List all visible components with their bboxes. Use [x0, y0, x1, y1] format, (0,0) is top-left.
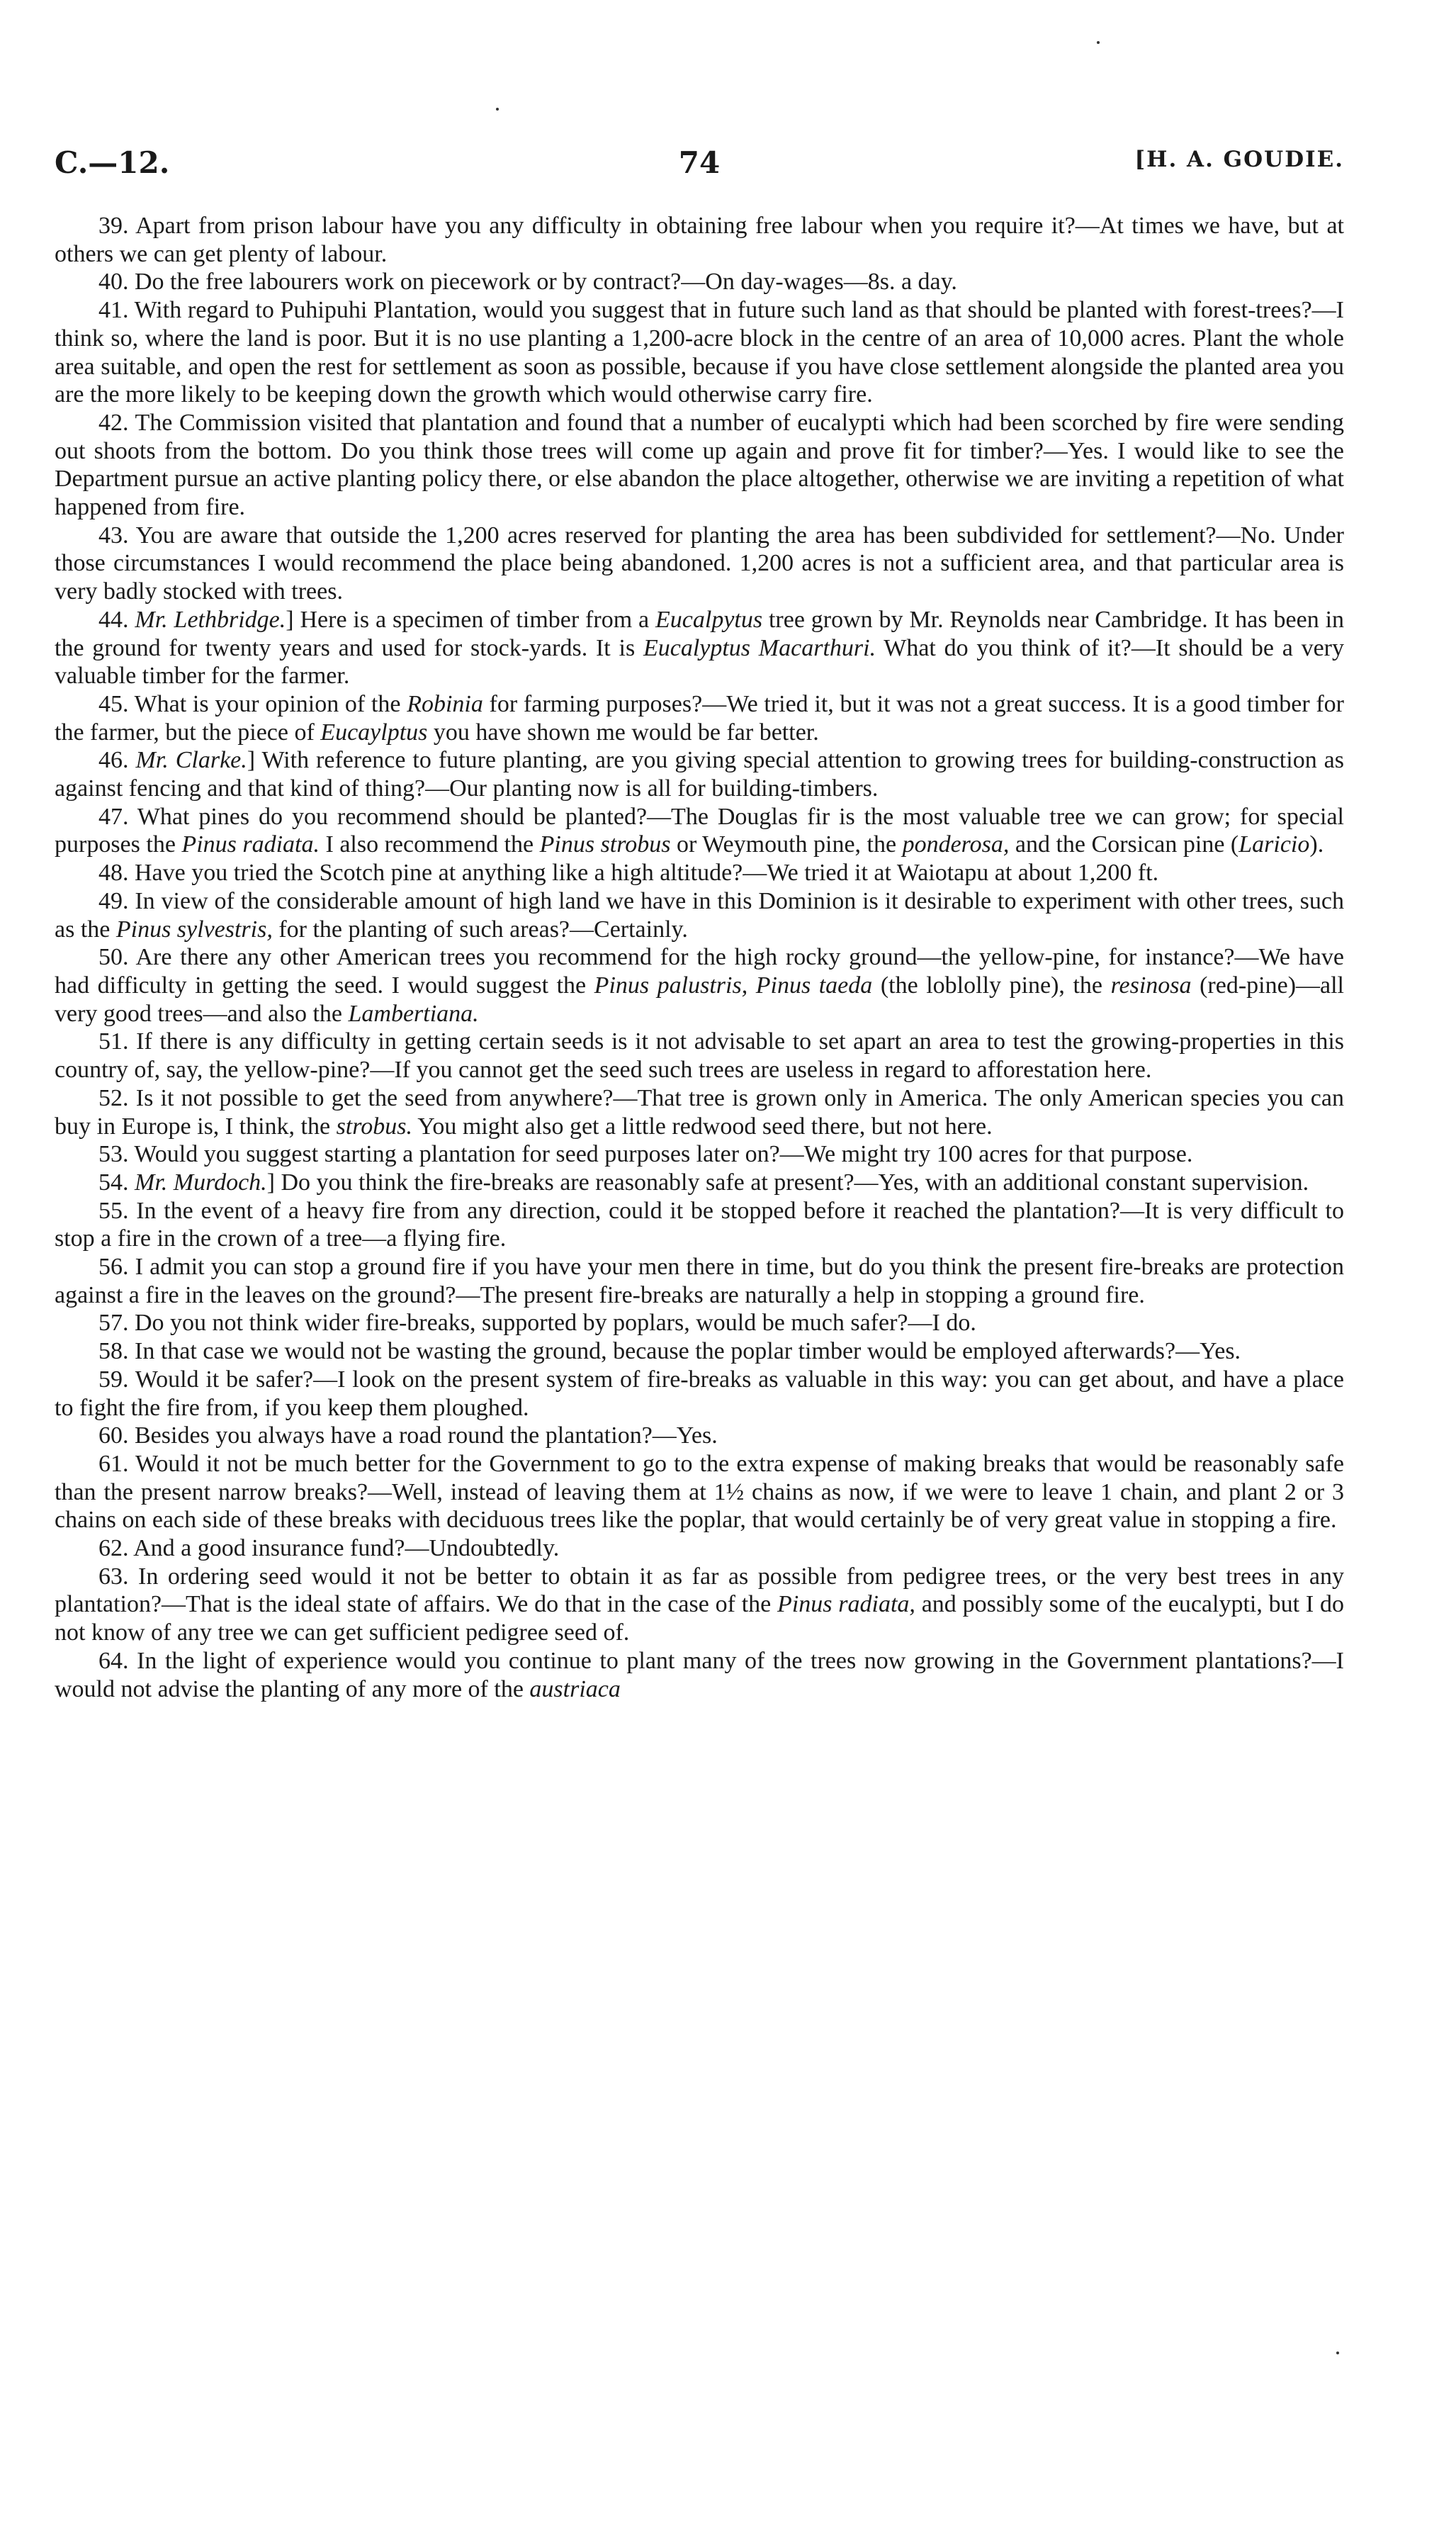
print-speck [496, 108, 499, 111]
print-speck [1336, 2352, 1339, 2354]
question-paragraph: 59. Would it be safer?—I look on the present system of fire-breaks as valuable in this way: you can get about, and have a place to fight the fire from, if you keep them ploughed. [55, 1366, 1344, 1421]
question-paragraph: 54. Mr. Murdoch.] Do you think the fire-breaks are reasonably safe at present?—Yes, with an additional constant supervision. [98, 1169, 1309, 1196]
question-paragraph: 50. Are there any other American trees you recommend for the high rocky ground—the yellow-pine, for instance?—We have had difficulty in getting the seed. I would suggest the Pinus palustris, Pinus taeda (the loblolly pine), the resinosa (red-pine)—all very good trees—and also the Lambertiana. [55, 944, 1344, 1027]
question-paragraph: 46. Mr. Clarke.] With reference to future planting, are you giving special attention to growing trees for building-construction as against fencing and that kind of thing?—Our planting now is all for building-timbers. [55, 747, 1344, 802]
testimony-text [55, 212, 1344, 1703]
question-paragraph: 51. If there is any difficulty in getting certain seeds is it not advisable to set apart an area to test the growing-properties in this country of, say, the yellow-pine?—If you cannot get the seed such trees are useless in regard to afforestation here. [55, 1028, 1344, 1084]
question-paragraph: 47. What pines do you recommend should be planted?—The Douglas fir is the most valuable tree we can grow; for special purposes the Pinus radiata. I also recommend the Pinus strobus or Weymouth pine, the ponderosa, and the Corsican pine (Laricio). [55, 803, 1344, 858]
question-paragraph: 45. What is your opinion of the Robinia for farming purposes?—We tried it, but it was not a great success. It is a good timber for the farmer, but the piece of Eucaylptus you have shown me would be far better. [55, 690, 1345, 746]
question-paragraph: 61. Would it not be much better for the Government to go to the extra expense of making breaks that would be reasonably safe than the present narrow breaks?—Well, instead of leaving them at 1½ chains as now, if we were to leave 1 chain, and plant 2 or 3 chains on each side of these breaks with deciduous trees like the poplar, that would certainly be of very great value in stopping a fire. [55, 1450, 1344, 1534]
question-paragraph: 40. Do the free labourers work on piecework or by contract?—On day-wages—8s. a day. [98, 269, 957, 296]
question-paragraph: 53. Would you suggest starting a plantation for seed purposes later on?—We might try 100 acres for that purpose. [98, 1141, 1193, 1168]
question-paragraph: 44. Mr. Lethbridge.] Here is a specimen of timber from a Eucalpytus tree grown by Mr. Reynolds near Cambridge. It has been in the ground for twenty years and used for stock-yards. It is Eucalyptus Macarthuri. What do you think of it?—It should be a very valuable timber for the farmer. [55, 606, 1345, 690]
print-speck [1097, 41, 1100, 44]
question-paragraph: 49. In view of the considerable amount of high land we have in this Dominion is it desirable to experiment with other trees, such as the Pinus sylvestris, for the planting of such areas?—Certainly. [55, 887, 1344, 943]
question-paragraph: 60. Besides you always have a road round the plantation?—Yes. [98, 1422, 718, 1449]
question-paragraph: 62. And a good insurance fund?—Undoubtedly. [98, 1535, 560, 1562]
question-paragraph: 41. With regard to Puhipuhi Plantation, would you suggest that in future such land as that should be planted with forest-trees?—I think so, where the land is poor. But it is no use planting a 1,200-acre block in the centre of an area of 10,000 acres. Plant the whole area suitable, and open the rest for settlement as soon as possible, because if you have close settlement alongside the planted area you are the more likely to be keeping down the growth which would otherwise carry fire. [55, 297, 1344, 408]
question-paragraph: 43. You are aware that outside the 1,200 acres reserved for planting the area has been subdivided for settlement?—No. Under those circumstances I would recommend the place being abandoned. 1,200 acres is not a sufficient area, and that particular area is very badly stocked with trees. [55, 522, 1344, 605]
question-paragraph: 39. Apart from prison labour have you any difficulty in obtaining free labour when you require it?—At times we have, but at others we can get plenty of labour. [55, 213, 1344, 267]
question-paragraph: 64. In the light of experience would you continue to plant many of the trees now growing in the Government plantations?—I would not advise the planting of any more of the austriaca [55, 1647, 1344, 1702]
question-paragraph: 63. In ordering seed would it not be better to obtain it as far as possible from pedigree trees, or the very best trees in any plantation?—That is the ideal state of affairs. We do that in the case of the Pinus radiata, and possibly some of the eucalypti, but I do not know of any tree we can get sufficient pedigree seed of. [55, 1563, 1344, 1646]
document-reference: C.—12. [55, 145, 170, 180]
question-paragraph: 48. Have you tried the Scotch pine at anything like a high altitude?—We tried it at Waiotapu at about 1,200 ft. [98, 860, 1159, 887]
question-paragraph: 42. The Commission visited that plantation and found that a number of eucalypti which had been scorched by fire were sending out shoots from the bottom. Do you think those trees will come up again and prove fit for timber?—Yes. I would like to see the Department pursue an active planting policy there, or else abandon the place altogether, otherwise we are inviting a repetition of what happened from fire. [55, 409, 1344, 521]
question-paragraph: 57. Do you not think wider fire-breaks, supported by poplars, would be much safer?—I do. [98, 1310, 976, 1337]
question-paragraph: 55. In the event of a heavy fire from any direction, could it be stopped before it reached the plantation?—It is very difficult to stop a fire in the crown of a tree—a flying fire. [55, 1197, 1344, 1252]
question-paragraph: 58. In that case we would not be wasting the ground, because the poplar timber would be employed afterwards?—Yes. [98, 1338, 1241, 1365]
question-paragraph: 52. Is it not possible to get the seed from anywhere?—That tree is grown only in America. The only American species you can buy in Europe is, I think, the strobus. You might also get a little redwood seed there, but not here. [55, 1084, 1344, 1140]
page-number: 74 [678, 145, 721, 180]
page-header [55, 145, 1344, 188]
question-paragraph: 56. I admit you can stop a ground fire if you have your men there in time, but do you think the present fire-breaks are protection against a fire in the leaves on the ground?—The present fire-breaks are naturally a help in stopping a ground fire. [55, 1254, 1344, 1308]
witness-name: [H. A. GOUDIE. [1134, 147, 1344, 172]
